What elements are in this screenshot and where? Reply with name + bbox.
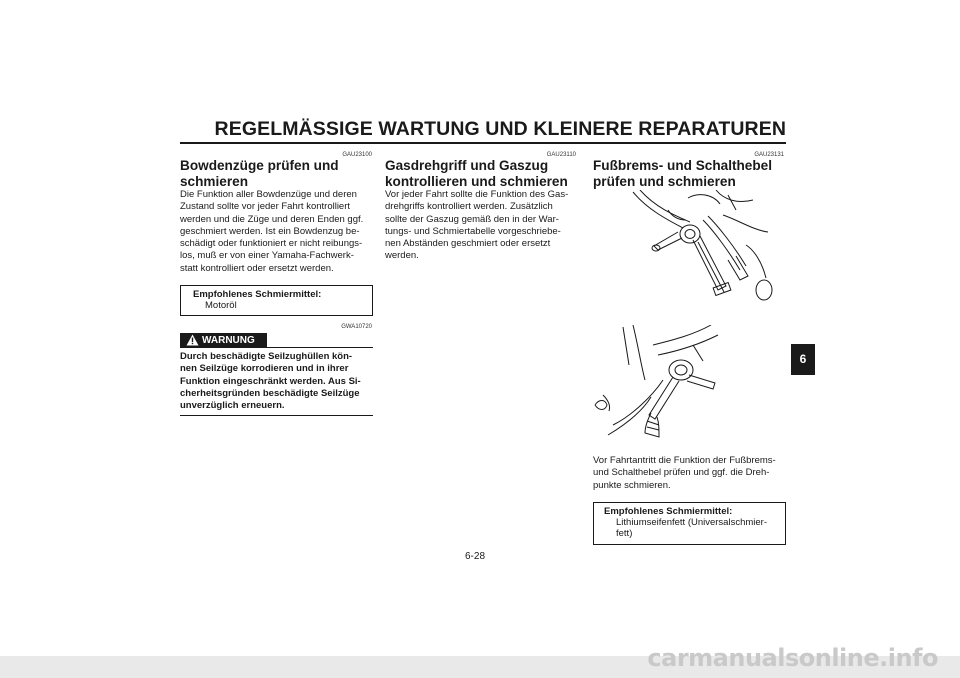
heading-line: Gasdrehgriff und Gaszug bbox=[385, 158, 549, 173]
warning-line: unverzüglich erneuern. bbox=[180, 400, 285, 412]
section-body bbox=[385, 189, 585, 263]
warning-code: GWA10720 bbox=[341, 324, 372, 330]
page-title: REGELMÄSSIGE WARTUNG UND KLEINERE REPARATUREN bbox=[214, 118, 786, 140]
section-code: GAU23100 bbox=[342, 152, 372, 158]
body-line: Die Funktion aller Bowdenzüge und deren bbox=[180, 189, 357, 200]
page-number: 6-28 bbox=[465, 551, 486, 562]
lubricant-box bbox=[593, 502, 786, 545]
footer-watermark: carmanualsonline.info bbox=[647, 644, 938, 672]
body-line: los, muß er von einer Yamaha-Fachwerk- bbox=[180, 250, 354, 262]
lubricant-value: fett) bbox=[616, 528, 633, 539]
body-line: und Schalthebel prüfen und ggf. die Dreh- bbox=[593, 467, 770, 479]
section-heading bbox=[593, 158, 793, 189]
body-line: sollte der Gaszug gemäß den in der War- bbox=[385, 213, 559, 225]
body-line: punkte schmieren. bbox=[593, 479, 671, 491]
warning-line: Durch beschädigte Seilzughüllen kön- bbox=[180, 351, 353, 362]
warning-label: WARNUNG bbox=[202, 335, 255, 346]
heading-line: Bowdenzüge prüfen und bbox=[180, 158, 339, 173]
chapter-tab: 6 bbox=[791, 344, 815, 375]
warning-line: cherheitsgründen beschädigte Seilzüge bbox=[180, 387, 360, 399]
header-rule bbox=[180, 142, 786, 144]
body-line: geschmiert werden. Ist ein Bowdenzug be- bbox=[180, 225, 360, 237]
lubricant-value: Motoröl bbox=[205, 300, 237, 311]
heading-line: schmieren bbox=[180, 173, 249, 189]
lubricant-box bbox=[180, 285, 373, 316]
warning-bottom-rule bbox=[180, 415, 373, 416]
body-line: drehgriffs kontrolliert werden. Zusätzlich bbox=[385, 201, 553, 213]
shift-lever-figure bbox=[593, 325, 743, 445]
warning-triangle-icon bbox=[186, 334, 199, 346]
body-line: Zustand sollte vor jeder Fahrt kontrolliert bbox=[180, 201, 351, 213]
body-line: nen Abständen geschmiert oder ersetzt bbox=[385, 238, 551, 250]
section-heading bbox=[180, 158, 380, 189]
body-line: werden. bbox=[385, 250, 419, 262]
warning-line: nen Seilzüge korrodieren und in ihrer bbox=[180, 363, 349, 375]
heading-line: kontrollieren und schmieren bbox=[385, 173, 568, 189]
section-heading bbox=[385, 158, 585, 189]
body-line: werden und die Züge und deren Enden ggf. bbox=[180, 213, 364, 225]
brake-pedal-figure bbox=[628, 190, 778, 310]
lubricant-label: Empfohlenes Schmiermittel: bbox=[604, 506, 733, 517]
heading-line: Fußbrems- und Schalthebel bbox=[593, 158, 773, 173]
heading-line: prüfen und schmieren bbox=[593, 173, 736, 189]
section-code: GAU23110 bbox=[546, 152, 576, 158]
warning-top-rule bbox=[267, 347, 373, 348]
body-line: Vor Fahrtantritt die Funktion der Fußbrems- bbox=[593, 455, 776, 466]
body-line: tungs- und Schmiertabelle vorgeschriebe- bbox=[385, 225, 561, 237]
lubricant-value: Lithiumseifenfett (Universalschmier- bbox=[616, 517, 767, 528]
section-body bbox=[593, 455, 793, 492]
section-code: GAU23131 bbox=[754, 152, 784, 158]
lubricant-label: Empfohlenes Schmiermittel: bbox=[193, 289, 322, 300]
section-body bbox=[180, 189, 380, 275]
body-line: Vor jeder Fahrt sollte die Funktion des Gas- bbox=[385, 189, 569, 200]
warning-badge bbox=[180, 333, 267, 348]
warning-text bbox=[180, 351, 380, 412]
warning-line: Funktion eingeschränkt werden. Aus Si- bbox=[180, 375, 361, 387]
body-line: statt kontrolliert oder ersetzt werden. bbox=[180, 262, 334, 274]
body-line: schädigt oder funktioniert er nicht reibungs- bbox=[180, 238, 363, 250]
